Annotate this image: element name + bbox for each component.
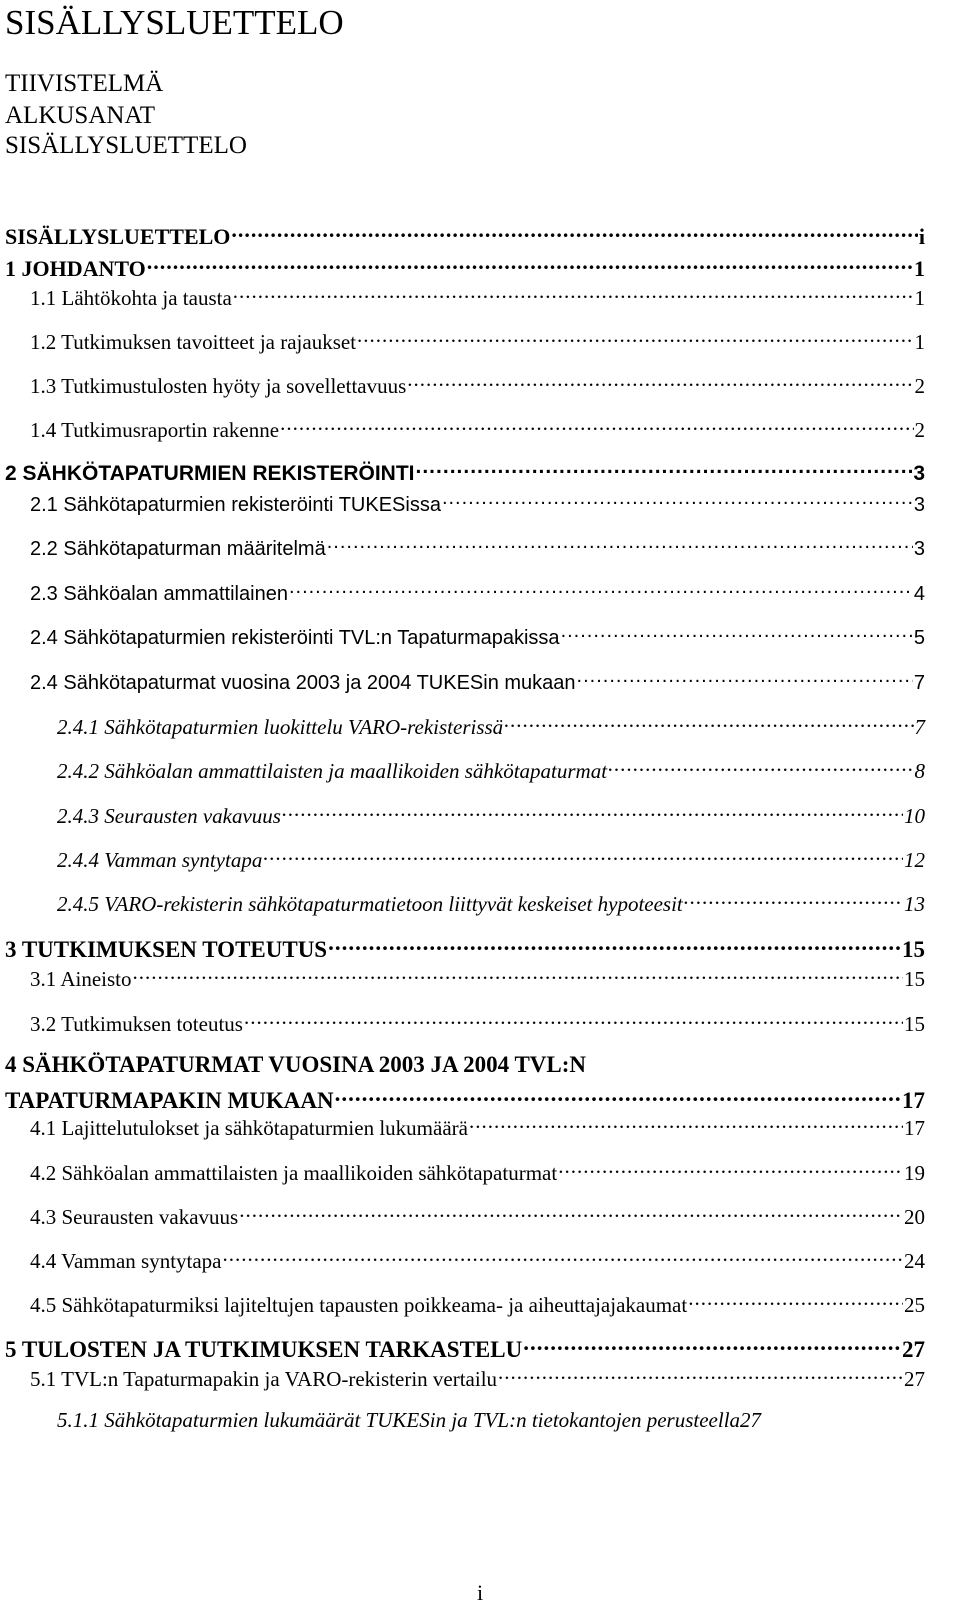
toc-entry-page: 17 bbox=[902, 1088, 925, 1114]
toc-entry[interactable] bbox=[30, 489, 925, 517]
toc-entry-label: 1.4 Tutkimusraportin rakenne bbox=[30, 418, 280, 443]
toc-entry-page: 13 bbox=[904, 892, 925, 917]
toc-leader bbox=[335, 1083, 901, 1108]
toc-entry-label: 2.1 Sähkötapaturmien rekisteröinti TUKESissa bbox=[30, 494, 441, 516]
toc-leader bbox=[327, 533, 913, 555]
toc-entry[interactable] bbox=[5, 457, 925, 486]
toc-leader bbox=[577, 667, 913, 689]
toc-entry[interactable] bbox=[30, 1245, 925, 1274]
toc-entry-label: 4.5 Sähkötapaturmiksi lajiteltujen tapausten poikkeama- ja aiheuttajajakaumat bbox=[30, 1293, 688, 1318]
toc-entry-label: 2.4.3 Seurausten vakavuus bbox=[57, 804, 281, 829]
toc-leader bbox=[688, 1289, 903, 1312]
toc-entry-label: 5.1.1 Sähkötapaturmien lukumäärät TUKESin ja TVL:n tietokantojen perusteella bbox=[57, 1408, 741, 1432]
toc-entry-label: 3 TUTKIMUKSEN TOTEUTUS bbox=[5, 937, 328, 963]
toc-entry-label: 2.4.5 VARO-rekisterin sähkötapaturmatietoon liittyvät keskeiset hypoteesit bbox=[57, 892, 683, 917]
toc-entry-page: 3 bbox=[913, 538, 925, 560]
toc-leader bbox=[684, 888, 903, 911]
toc-entry-page: 1 bbox=[914, 330, 925, 355]
toc-entry-label: 4.2 Sähköalan ammattilaisten ja maallikoiden sähkötapaturmat bbox=[30, 1161, 558, 1186]
page-title: SISÄLLYSLUETTELO bbox=[5, 3, 344, 42]
toc-entry-page: 19 bbox=[904, 1161, 925, 1186]
toc-entry-page: 7 bbox=[913, 672, 925, 694]
toc-entry[interactable] bbox=[30, 578, 925, 606]
toc-entry-page: 24 bbox=[904, 1249, 925, 1274]
toc-leader bbox=[282, 800, 903, 823]
toc-entry[interactable] bbox=[30, 963, 925, 992]
toc-entry-page: 15 bbox=[904, 1012, 925, 1037]
toc-entry-label: 5 TULOSTEN JA TUTKIMUKSEN TARKASTELU bbox=[5, 1337, 523, 1363]
front-matter-item: ALKUSANAT bbox=[5, 102, 155, 129]
toc-entry[interactable] bbox=[30, 1289, 925, 1318]
toc-leader bbox=[416, 457, 913, 480]
toc-entry-label: 2.2 Sähkötapaturman määritelmä bbox=[30, 538, 326, 560]
toc-entry-label: 4.3 Seurausten vakavuus bbox=[30, 1205, 239, 1230]
toc-entry[interactable] bbox=[5, 1083, 925, 1114]
toc-entry-page: 2 bbox=[914, 418, 925, 443]
toc-entry-page: 3 bbox=[913, 494, 925, 516]
toc-entry-label: 2 SÄHKÖTAPATURMIEN REKISTERÖINTI bbox=[5, 462, 415, 486]
toc-leader bbox=[328, 932, 901, 957]
toc-entry-page: 5 bbox=[913, 627, 925, 649]
toc-leader bbox=[469, 1112, 903, 1135]
toc-entry[interactable] bbox=[57, 1408, 925, 1433]
toc-entry[interactable] bbox=[57, 800, 925, 829]
toc-entry-page: 12 bbox=[904, 848, 925, 873]
toc-entry[interactable] bbox=[30, 1008, 925, 1037]
toc-entry-page: 15 bbox=[902, 937, 925, 963]
toc-entry-label: SISÄLLYSLUETTELO bbox=[5, 224, 231, 250]
toc-entry-page: 27 bbox=[902, 1337, 925, 1363]
toc-entry-label: 5.1 TVL:n Tapaturmapakin ja VARO-rekisterin vertailu bbox=[30, 1367, 498, 1392]
toc-entry[interactable] bbox=[30, 326, 925, 355]
toc-leader bbox=[133, 963, 903, 986]
toc-entry-label: 3.2 Tutkimuksen toteutus bbox=[30, 1012, 243, 1037]
toc-leader bbox=[244, 1008, 903, 1031]
toc-entry-page: 27 bbox=[740, 1408, 762, 1432]
toc-entry[interactable] bbox=[57, 755, 925, 784]
toc-entry-page: 20 bbox=[904, 1205, 925, 1230]
toc-entry-label: 4.4 Vamman syntytapa bbox=[30, 1249, 222, 1274]
toc-entry[interactable] bbox=[30, 1363, 925, 1392]
toc-entry-label: 4 SÄHKÖTAPATURMAT VUOSINA 2003 JA 2004 TVL:N bbox=[5, 1052, 587, 1077]
toc-entry-label: 2.3 Sähköalan ammattilainen bbox=[30, 583, 288, 605]
toc-entry-label: 3.1 Aineisto bbox=[30, 967, 132, 992]
page-number: i bbox=[476, 1580, 484, 1605]
toc-entry-page: 17 bbox=[904, 1116, 925, 1141]
toc-entry[interactable] bbox=[30, 282, 925, 311]
toc-leader bbox=[223, 1245, 903, 1268]
toc-entry[interactable] bbox=[30, 370, 925, 399]
toc-entry-label: 2.4.4 Vamman syntytapa bbox=[57, 848, 263, 873]
toc-entry-page: i bbox=[918, 224, 925, 250]
toc-entry-label: 1.3 Tutkimustulosten hyöty ja sovellettavuus bbox=[30, 374, 407, 399]
toc-entry-page: 27 bbox=[904, 1367, 925, 1392]
toc-entry-page: 4 bbox=[913, 583, 925, 605]
toc-entry-label: 2.4.1 Sähkötapaturmien luokittelu VARO-rekisterissä bbox=[57, 715, 504, 740]
toc-entry[interactable] bbox=[57, 888, 925, 917]
toc-entry-label: 1 JOHDANTO bbox=[5, 256, 146, 282]
toc-entry-label: 2.4.2 Sähköalan ammattilaisten ja maallikoiden sähkötapaturmat bbox=[57, 759, 608, 784]
toc-entry-line1[interactable] bbox=[5, 1052, 586, 1078]
toc-leader bbox=[280, 414, 913, 437]
toc-entry[interactable] bbox=[30, 667, 925, 695]
toc-leader bbox=[442, 489, 913, 511]
toc-entry-label: 4.1 Lajittelutulokset ja sähkötapaturmien lukumäärä bbox=[30, 1116, 468, 1141]
toc-entry-page: 25 bbox=[904, 1293, 925, 1318]
toc-entry-label: 2.4 Sähkötapaturmat vuosina 2003 ja 2004 TUKESin mukaan bbox=[30, 672, 576, 694]
toc-entry-label: 2.4 Sähkötapaturmien rekisteröinti TVL:n Tapaturmapakissa bbox=[30, 627, 560, 649]
toc-leader bbox=[407, 370, 913, 393]
toc-leader bbox=[147, 252, 913, 276]
toc-entry[interactable] bbox=[30, 1201, 925, 1230]
toc-entry[interactable] bbox=[30, 622, 925, 650]
toc-leader bbox=[558, 1157, 903, 1180]
toc-entry-label: TAPATURMAPAKIN MUKAAN bbox=[5, 1088, 334, 1114]
toc-entry-label: 1.1 Lähtökohta ja tausta bbox=[30, 286, 232, 311]
toc-entry[interactable] bbox=[57, 844, 925, 873]
toc-entry[interactable] bbox=[5, 932, 925, 963]
toc-entry-page: 15 bbox=[904, 967, 925, 992]
toc-entry-page: 2 bbox=[914, 374, 925, 399]
toc-entry-page: 8 bbox=[914, 759, 925, 784]
toc-leader bbox=[608, 755, 913, 778]
toc-leader bbox=[239, 1201, 903, 1224]
toc-entry[interactable] bbox=[30, 1157, 925, 1186]
toc-entry-page: 1 bbox=[914, 286, 925, 311]
toc-entry-label: 1.2 Tutkimuksen tavoitteet ja rajaukset bbox=[30, 330, 357, 355]
toc-entry[interactable] bbox=[30, 533, 925, 561]
toc-entry[interactable] bbox=[5, 1332, 925, 1363]
toc-leader bbox=[561, 622, 913, 644]
toc-leader bbox=[289, 578, 913, 600]
toc-entry[interactable] bbox=[30, 1112, 925, 1141]
toc-entry-page: 10 bbox=[904, 804, 925, 829]
toc-entry[interactable] bbox=[30, 414, 925, 443]
toc-leader bbox=[357, 326, 913, 349]
toc-leader bbox=[504, 711, 913, 734]
toc-leader bbox=[263, 844, 903, 867]
front-matter-item: SISÄLLYSLUETTELO bbox=[5, 132, 247, 159]
toc-leader bbox=[498, 1363, 903, 1386]
toc-leader bbox=[233, 282, 914, 305]
toc-entry-page: 1 bbox=[914, 256, 925, 282]
toc-entry[interactable] bbox=[5, 252, 925, 282]
toc-entry[interactable] bbox=[57, 711, 925, 740]
toc-entry-page: 3 bbox=[913, 462, 925, 486]
toc-entry-page: 7 bbox=[914, 715, 925, 740]
front-matter-item: TIIVISTELMÄ bbox=[5, 70, 164, 97]
toc-leader bbox=[523, 1332, 901, 1357]
toc-entry[interactable] bbox=[5, 220, 925, 250]
toc-leader bbox=[231, 220, 917, 244]
